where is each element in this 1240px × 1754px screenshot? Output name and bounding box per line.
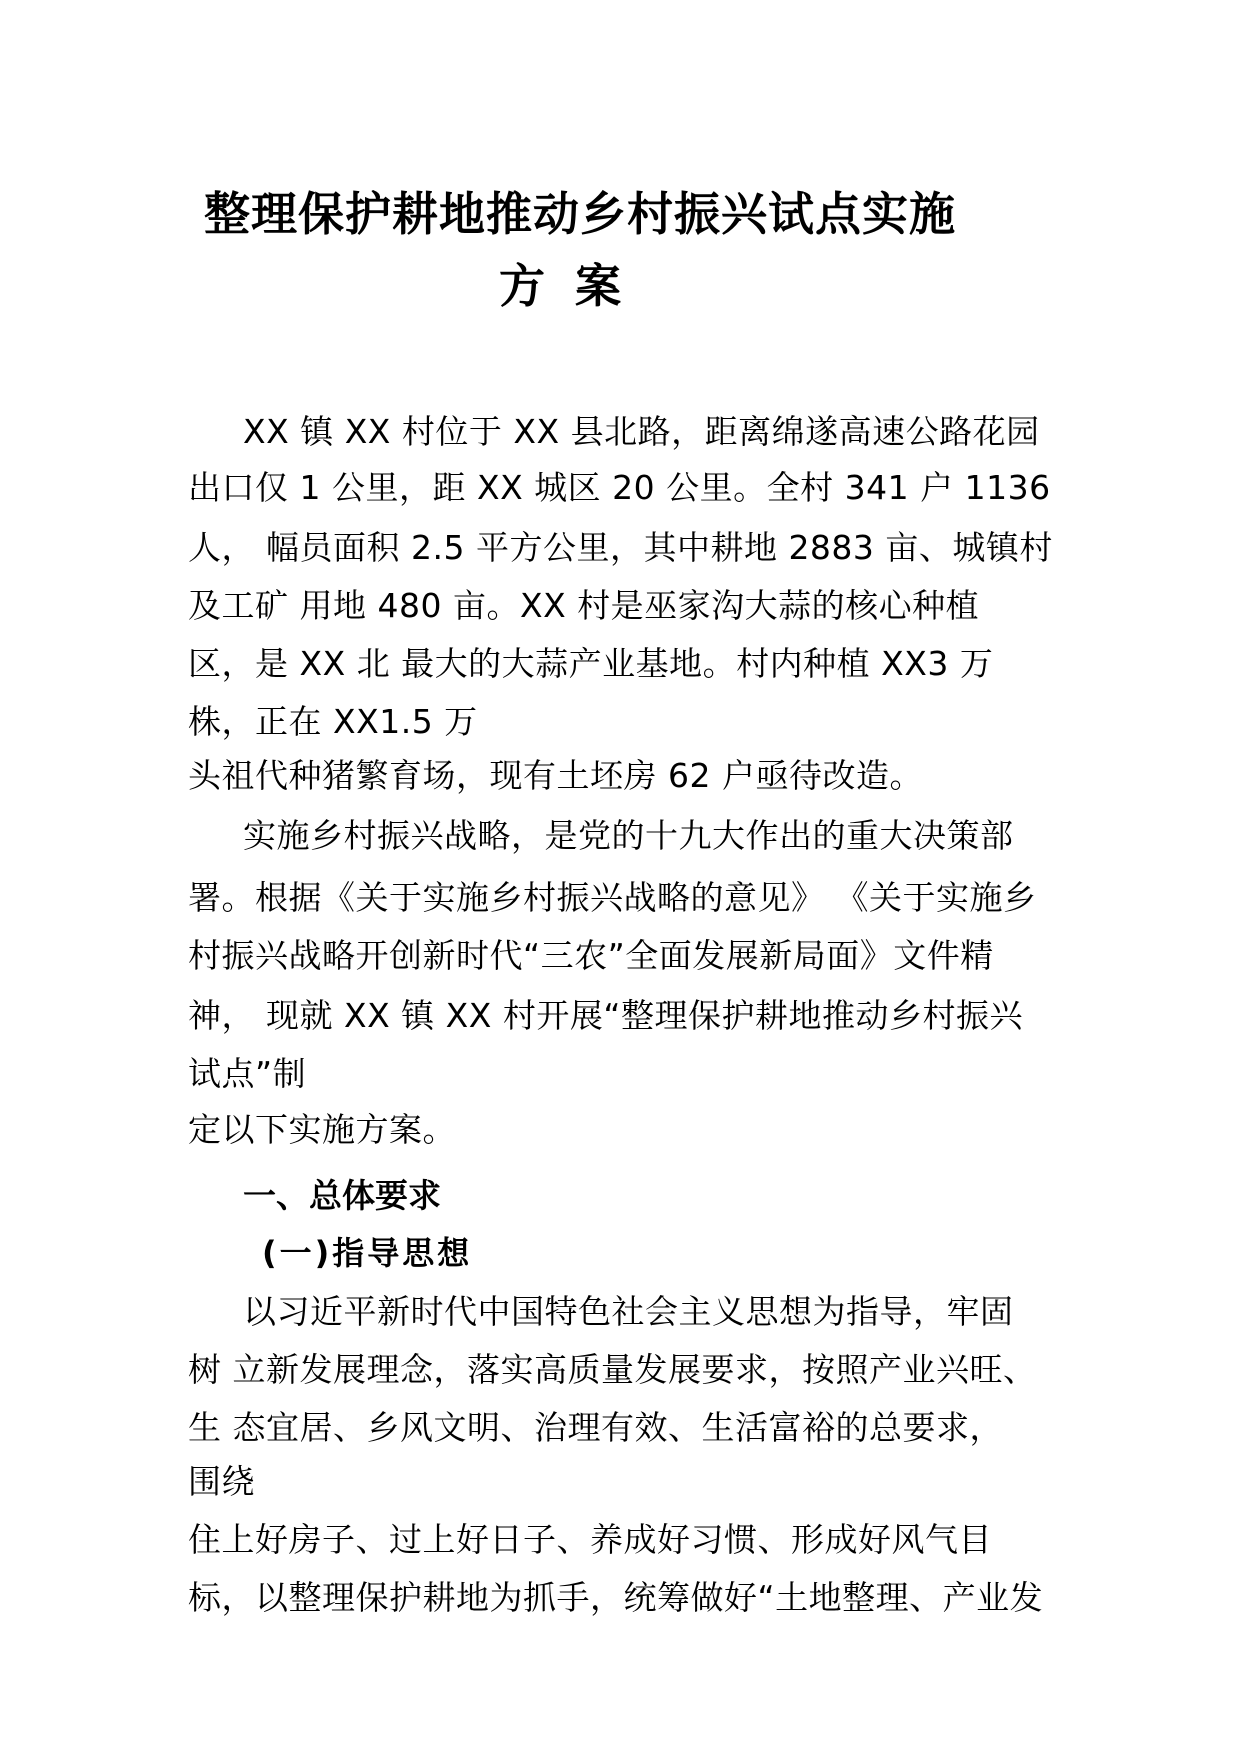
paragraph3-line6: 标，以整理保护耕地为抓手，统筹做好“土地整理、产业发 bbox=[188, 1578, 1044, 1617]
paragraph3-line1: 以习近平新时代中国特色社会主义思想为指导，牢固 bbox=[243, 1292, 1014, 1331]
paragraph1-line5: 区，是 XX 北 最大的大蒜产业基地。村内种植 XX3 万 bbox=[188, 644, 994, 683]
paragraph3-line5: 住上好房子、过上好日子、养成好习惯、形成好风气目 bbox=[188, 1520, 992, 1559]
paragraph1-line1: XX 镇 XX 村位于 XX 县北路，距离绵遂高速公路花园 bbox=[243, 412, 1040, 451]
paragraph2-line6: 定以下实施方案。 bbox=[188, 1110, 456, 1149]
paragraph3-line3: 生 态宜居、乡风文明、治理有效、生活富裕的总要求， bbox=[188, 1408, 1003, 1447]
paragraph1-line7: 头祖代种猪繁育场，现有土坯房 62 户亟待改造。 bbox=[188, 756, 923, 795]
paragraph3-line2: 树 立新发展理念，落实高质量发展要求，按照产业兴旺、 bbox=[188, 1350, 1037, 1389]
paragraph1-line2: 出口仅 1 公里，距 XX 城区 20 公里。全村 341 户 1136 bbox=[188, 468, 1051, 507]
paragraph2-line1: 实施乡村振兴战略，是党的十九大作出的重大决策部 bbox=[243, 816, 1014, 855]
paragraph3-line4: 围绕 bbox=[188, 1462, 255, 1501]
paragraph2-line4: 神， 现就 XX 镇 XX 村开展“整理保护耕地推动乡村振兴 bbox=[188, 996, 1023, 1035]
document-title-line1: 整理保护耕地推动乡村振兴试点实施 bbox=[204, 187, 956, 241]
paragraph1-line4: 及工矿 用地 480 亩。XX 村是巫家沟大蒜的核心种植 bbox=[188, 586, 980, 625]
subsection-heading-1: (一)指导思想 bbox=[262, 1234, 473, 1272]
paragraph2-line2: 署。根据《关于实施乡村振兴战略的意见》 《关于实施乡 bbox=[188, 878, 1037, 917]
section-heading-1: 一、总体要求 bbox=[243, 1176, 441, 1215]
paragraph1-line6: 株，正在 XX1.5 万 bbox=[188, 702, 478, 741]
paragraph2-line5: 试点”制 bbox=[188, 1054, 307, 1093]
paragraph2-line3: 村振兴战略开创新时代“三农”全面发展新局面》文件精 bbox=[188, 936, 994, 975]
document-title-line2: 方案 bbox=[499, 259, 651, 313]
paragraph1-line3: 人， 幅员面积 2.5 平方公里，其中耕地 2883 亩、城镇村 bbox=[188, 528, 1053, 567]
